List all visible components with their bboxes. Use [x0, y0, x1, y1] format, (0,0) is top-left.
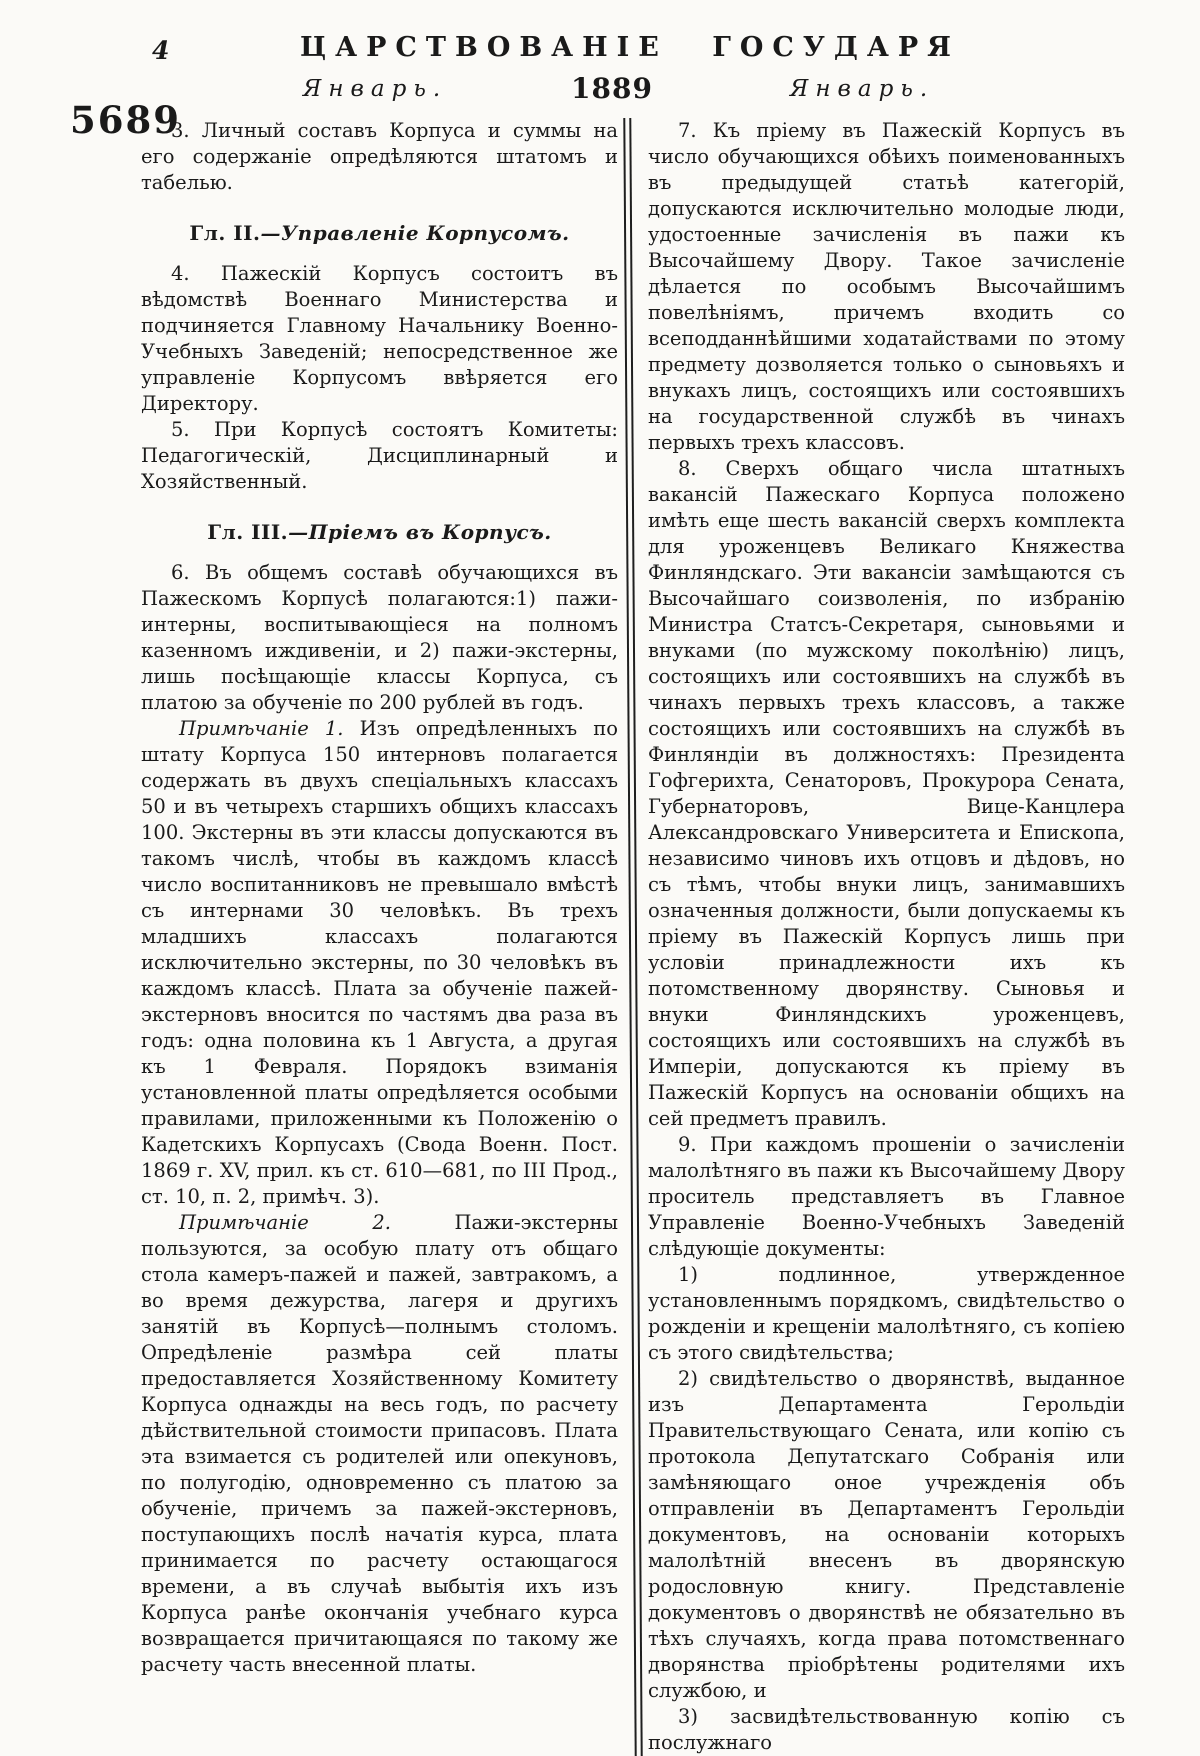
chapter-3-title: —Пріемъ въ Корпусъ. — [288, 520, 552, 544]
article-3-paragraph: 3. Личный составъ Корпуса и суммы на его содержаніе опредѣляются штатомъ и табелью. — [141, 119, 618, 194]
note-2-text: Пажи-экстерны пользуются, за особую плату отъ общаго стола камеръ-пажей и пажей, завтракомъ, а во время дежурства, лагеря и другихъ занятій въ Корпусѣ—полнымъ столомъ. Опредѣленіе размѣра сей платы предоставляется Хозяйственному Комитету Корпуса однажды на весь годъ, по расчету дѣйствительной стоимости припасовъ. Плата эта взимается съ родителей или опекуновъ, по полугодію, одновременно съ платою за обученіе, причемъ за пажей-экстерновъ, поступающихъ послѣ начатія курса, плата принимается по расчету остающагося времени, а въ случаѣ выбытія ихъ изъ Корпуса ранѣе окончанія учебнаго курса возвращается причитающаяся по такому же расчету часть внесенной платы. — [141, 1211, 618, 1676]
right-column — [648, 118, 1125, 1756]
note-1-paragraph — [141, 716, 618, 1210]
column-divider-rule — [623, 118, 642, 1756]
dateline-month-left: Январь. — [302, 76, 448, 102]
note-2-lead: Примѣчаніе 2. — [179, 1211, 391, 1234]
dateline-month-right: Январь. — [789, 76, 935, 102]
note-1-text: Изъ опредѣленныхъ по штату Корпуса 150 интерновъ полагается содержать въ двухъ спеціальныхъ классахъ 50 и въ четырехъ старшихъ общихъ классахъ 100. Экстерны въ эти классы допускаются въ такомъ числѣ, чтобы въ каждомъ классѣ число воспитанниковъ не превышало вмѣстѣ съ интернами 30 человѣкъ. Въ трехъ младшихъ классахъ полагаются исключительно экстерны, по 30 человѣкъ въ каждомъ классѣ. Плата за обученіе пажей-экстерновъ вносится по частямъ два раза въ годъ: одна половина къ 1 Августа, а другая къ 1 Февраля. Порядокъ взиманія установленной платы опредѣляется особыми правилами, приложенными къ Положенію о Кадетскихъ Корпусахъ (Свода Военн. Пост. 1869 г. XV, прил. къ ст. 610—681, по III Прод., ст. 10, п. 2, примѣч. 3). — [141, 717, 618, 1208]
article-4-paragraph: 4. Пажескій Корпусъ состоитъ въ вѣдомствѣ Военнаго Министерства и подчиняется Главному Начальнику Военно-Учебныхъ Заведеній; непосредственное же управленіе Корпусомъ ввѣряется его Директору. — [141, 262, 618, 415]
article-6-paragraph: 6. Въ общемъ составѣ обучающихся въ Пажескомъ Корпусѣ полагаются:1) пажи-интерны, воспитывающіеся на полномъ казенномъ иждивеніи, и 2) пажи-экстерны, лишь посѣщающіе классы Корпуса, съ платою за обученіе по 200 рублей въ годъ. — [141, 561, 618, 714]
note-2-paragraph — [141, 1210, 618, 1678]
chapter-2-label: Гл. II. — [189, 221, 261, 245]
two-column-text — [141, 118, 1141, 1756]
chapter-3-heading — [141, 520, 618, 544]
article-9-paragraph: 9. При каждомъ прошеніи о зачисленіи малолѣтняго въ пажи къ Высочайшему Двору проситель представляетъ въ Главное Управленіе Военно-Учебныхъ Заведеній слѣдующіе документы: — [648, 1133, 1125, 1260]
left-column — [141, 118, 618, 1756]
chapter-2-title: —Управленіе Корпусомъ. — [260, 221, 570, 245]
document-item-3-paragraph: 3) засвидѣтельствованную копію съ послужнаго — [648, 1705, 1125, 1754]
chapter-2-heading — [141, 221, 618, 245]
document-item-1-paragraph: 1) подлинное, утвержденное установленнымъ порядкомъ, свидѣтельство о рожденіи и крещеніи малолѣтняго, съ копіею съ этого свидѣтельства; — [648, 1263, 1125, 1364]
note-1-lead: Примѣчаніе 1. — [179, 717, 344, 740]
document-item-2-paragraph: 2) свидѣтельство о дворянствѣ, выданное изъ Департамента Герольдіи Правительствующаго Сената, или копію съ протокола Депутатскаго Собранія или замѣняющаго оное учрежденія объ отправленіи въ Департаментъ Герольдіи документовъ, на основаніи которыхъ малолѣтній внесенъ въ дворянскую родословную книгу. Представленіе документовъ о дворянствѣ не обязательно въ тѣхъ случаяхъ, когда права потомственнаго дворянства пріобрѣтены родителями ихъ службою, и — [648, 1367, 1125, 1702]
article-5-paragraph: 5. При Корпусѣ состоятъ Комитеты: Педагогическій, Дисциплинарный и Хозяйственный. — [141, 418, 618, 493]
page-title: ЦАРСТВОВАНІЕ ГОСУДАРЯ — [300, 32, 960, 63]
dateline-year: 1889 — [571, 72, 653, 105]
article-7-paragraph: 7. Къ пріему въ Пажескій Корпусъ въ число обучающихся обѣихъ поименованныхъ въ предыдущей статьѣ категорій, допускаются исключительно молодые люди, удостоенные зачисленія въ пажи къ Высочайшему Двору. Такое зачисленіе дѣлается по особымъ Высочайшимъ повелѣніямъ, причемъ входить со всеподданнѣйшими ходатайствами по этому предмету дозволяется только о сыновьяхъ и внукахъ лицъ, состоящихъ или состоявшихъ на государственной службѣ въ чинахъ первыхъ трехъ классовъ. — [648, 119, 1125, 454]
act-number: 5689 — [70, 98, 181, 142]
page-number: 4 — [152, 36, 170, 65]
chapter-3-label: Гл. III. — [207, 520, 289, 544]
article-8-paragraph: 8. Сверхъ общаго числа штатныхъ вакансій Пажескаго Корпуса положено имѣть еще шесть вакансій сверхъ комплекта для уроженцевъ Великаго Княжества Финляндскаго. Эти вакансіи замѣщаются съ Высочайшаго соизволенія, по избранію Министра Статсъ-Секретаря, сыновьями и внуками (по мужскому поколѣнію) лицъ, состоящихъ или состоявшихъ на службѣ въ чинахъ первыхъ трехъ классовъ, а также состоящихъ или состоявшихъ на службѣ въ Финляндіи въ должностяхъ: Президента Гофгерихта, Сенаторовъ, Прокурора Сената, Губернаторовъ, Вице-Канцлера Александровскаго Университета и Епископа, независимо чиновъ ихъ отцовъ и дѣдовъ, но съ тѣмъ, чтобы внуки лицъ, занимавшихъ означенныя должности, были допускаемы къ пріему въ Пажескій Корпусъ лишь при условіи принадлежности ихъ къ потомственному дворянству. Сыновья и внуки Финляндскихъ уроженцевъ, состоящихъ или состоявшихъ на службѣ въ Имперіи, допускаются къ пріему въ Пажескій Корпусъ на основаніи общихъ на сей предметъ правилъ. — [648, 457, 1125, 1130]
